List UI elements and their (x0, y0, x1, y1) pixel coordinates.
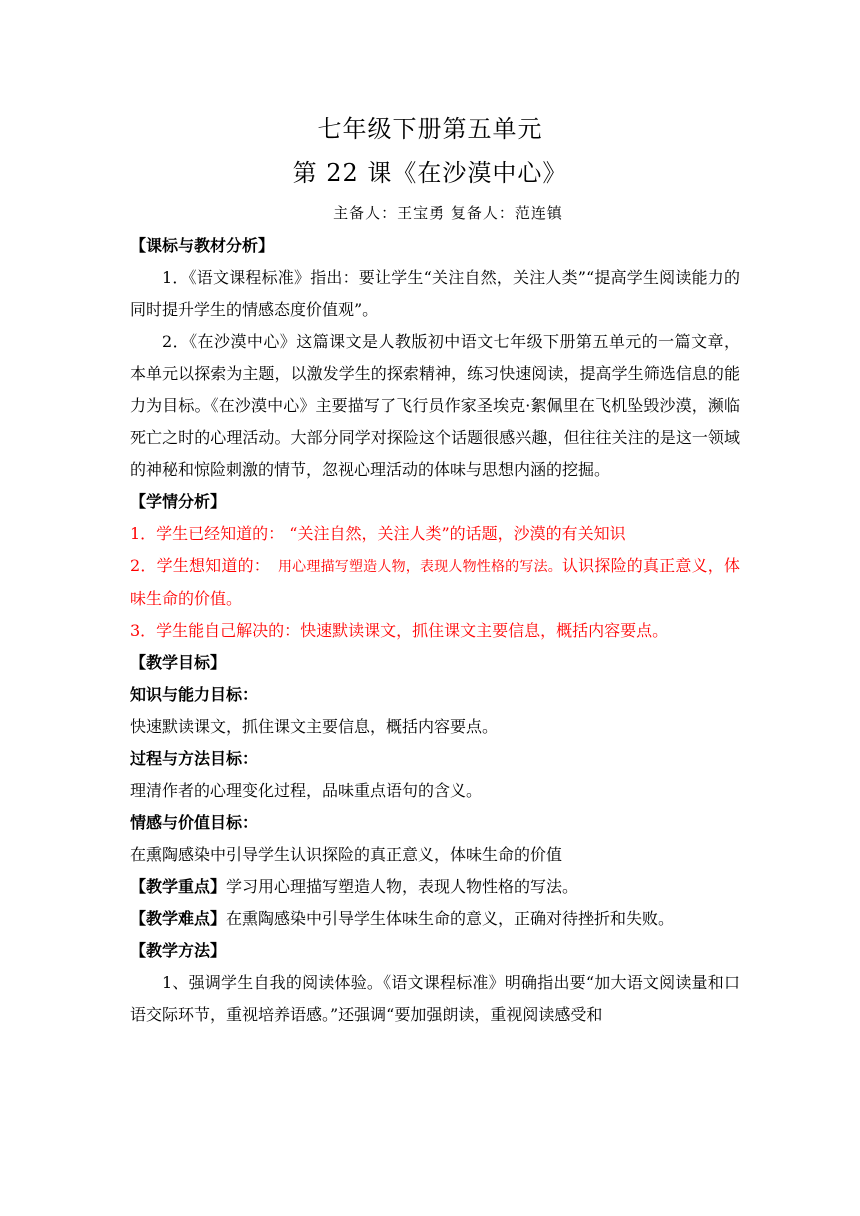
document-body (130, 230, 740, 1031)
heading-analysis: 【课标与教材分析】 (130, 236, 275, 255)
heading-difficult-point: 【教学难点】 (130, 909, 227, 928)
key-point-line (130, 871, 740, 903)
methods-paragraph-1: 1、强调学生自我的阅读体验。《语文课程标准》明确指出要“加大语文阅读量和口语交际环节，重视培养语感。”还强调“要加强朗读，重视阅读感受和 (130, 973, 740, 1024)
heading-key-point: 【教学重点】 (130, 877, 227, 896)
lesson-title: 第 22 课《在沙漠中心》 (292, 159, 568, 187)
heading-goals: 【教学目标】 (130, 653, 227, 672)
students-item-2-rest: 认识探险的真正意义，体味生命的价值。 (130, 556, 740, 608)
analysis-paragraph-2: 2．《在沙漠中心》这篇课文是人教版初中语文七年级下册第五单元的一篇文章，本单元以探索为主题，以激发学生的探索精神，练习快速阅读，提高学生筛选信息的能力为目标。《在沙漠中心》主要描写了飞行员作家圣埃克·絮佩里在飞机坠毁沙漠，濒临死亡之时的心理活动。大部分同学对探险这个话题很感兴趣，但往往关注的是这一领域的神秘和惊险刺激的情节，忽视心理活动的体味与思想内涵的挖掘。 (130, 332, 740, 479)
knowledge-goal-label: 知识与能力目标： (130, 685, 259, 704)
students-item-3: 3．学生能自己解决的：快速默读课文，抓住课文主要信息，概括内容要点。 (130, 621, 669, 640)
heading-students: 【学情分析】 (130, 492, 227, 511)
difficult-point-line (130, 903, 740, 935)
students-item-2-lead: 2．学生想知道的： (130, 556, 270, 575)
students-item-2 (130, 550, 740, 615)
analysis-paragraph-1: 1．《语文课程标准》指出：要让学生“关注自然，关注人类”“提高学生阅读能力的同时提升学生的情感态度价值观”。 (130, 268, 740, 319)
authors-line: 主备人：王宝勇 复备人：范连镇 (333, 204, 563, 222)
heading-methods: 【教学方法】 (130, 941, 227, 960)
document-title: 七年级下册第五单元 (317, 115, 543, 143)
emotion-goal-label: 情感与价值目标： (130, 813, 259, 832)
emotion-goal-text: 在熏陶感染中引导学生认识探险的真正意义，体味生命的价值 (130, 845, 563, 864)
difficult-point-text: 在熏陶感染中引导学生体味生命的意义，正确对待挫折和失败。 (226, 909, 675, 928)
key-point-text: 学习用心理描写塑造人物，表现人物性格的写法。 (226, 877, 579, 896)
knowledge-goal-text: 快速默读课文，抓住课文主要信息，概括内容要点。 (130, 717, 499, 736)
students-item-1: 1．学生已经知道的： “关注自然，关注人类”的话题，沙漠的有关知识 (130, 524, 626, 543)
process-goal-label: 过程与方法目标： (130, 749, 259, 768)
process-goal-text: 理清作者的心理变化过程，品味重点语句的含义。 (130, 781, 483, 800)
students-item-2-small: 用心理描写塑造人物，表现人物性格的写法。 (277, 559, 562, 575)
